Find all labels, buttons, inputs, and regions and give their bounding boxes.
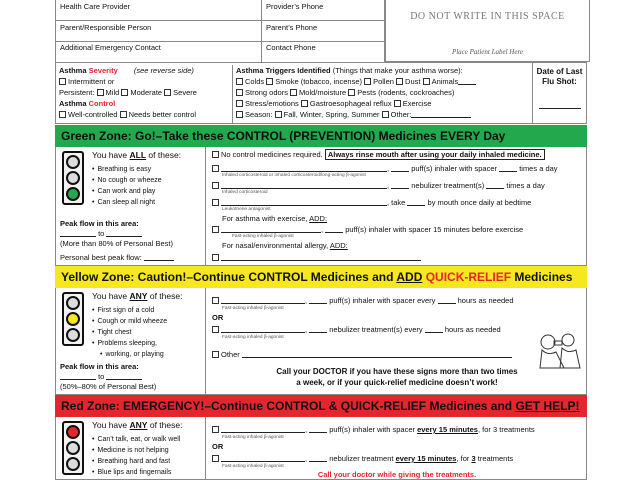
contact-info-grid <box>55 0 385 62</box>
do-not-write-text: DO NOT WRITE IN THIS SPACE <box>410 11 565 22</box>
peak-low-input[interactable] <box>60 372 96 380</box>
list-item: • Breathing is easy <box>92 164 162 175</box>
severity-label: Severity <box>88 66 118 75</box>
yellow-inhaler-checkbox[interactable] <box>212 297 219 304</box>
list-item: • No cough or wheeze <box>92 175 162 186</box>
yellow-symptom-list <box>92 305 167 360</box>
neb-count-input[interactable] <box>391 181 409 189</box>
moderate-checkbox[interactable] <box>121 89 128 96</box>
patient-label-text: Place Patient Label Here <box>451 48 524 56</box>
contact-phone-field[interactable]: Contact Phone <box>266 43 316 52</box>
trigger-checkbox[interactable] <box>394 100 401 107</box>
neb-checkbox[interactable] <box>212 182 219 189</box>
trigger-checkbox[interactable] <box>236 78 243 85</box>
mild-checkbox[interactable] <box>97 89 104 96</box>
personal-best-input[interactable] <box>144 253 174 261</box>
health-care-provider-field[interactable]: Health Care Provider <box>56 0 262 21</box>
trigger-checkbox[interactable] <box>348 89 355 96</box>
yellow-zone-body <box>55 288 587 395</box>
green-zone-header: Green Zone: Go!–Take these CONTROL (PREVENTION) Medicines EVERY Day <box>55 125 587 147</box>
exercise-medicine-input[interactable] <box>221 225 321 233</box>
patient-label-area <box>385 0 590 62</box>
red-inhaler-input[interactable] <box>221 425 305 433</box>
season-checkbox[interactable] <box>275 111 282 118</box>
traffic-light-icon <box>62 421 84 475</box>
animals-input[interactable] <box>458 77 476 85</box>
peak-low-input[interactable] <box>60 229 96 237</box>
parents-phone-field[interactable]: Parent’s Phone <box>262 21 386 42</box>
red-symptoms: You have ANY of these: • Can’t talk, eat, or walk well • Medicine is not helping • Breathing hard and fast • Blue lips and fingernails <box>56 417 206 479</box>
yellow-neb-count-input[interactable] <box>309 325 327 333</box>
leuko-dose-input[interactable] <box>407 198 425 206</box>
trigger-checkbox[interactable] <box>266 78 273 85</box>
list-item: • Can’t talk, eat, or walk well <box>92 434 180 445</box>
ics-checkbox[interactable] <box>212 165 219 172</box>
red-medicines: , puff(s) inhaler with spacer every 15 minutes, for 3 treatments Fast-acting inhaled β-agonist OR , nebulizer treatment every 15 minutes, for 3 treatments Fast-acting inhaled β-agonist Call your doctor while giving the treatments. <box>212 425 535 479</box>
list-item: • Breathing hard and fast <box>92 456 180 467</box>
leuko-checkbox[interactable] <box>212 199 219 206</box>
red-neb-count-input[interactable] <box>309 454 327 462</box>
red-neb-input[interactable] <box>221 454 305 462</box>
exercise-checkbox[interactable] <box>212 226 219 233</box>
red-puffs-input[interactable] <box>309 425 327 433</box>
yellow-inhaler-input[interactable] <box>221 296 305 304</box>
ics-puffs-input[interactable] <box>391 164 409 172</box>
trigger-checkbox[interactable] <box>364 78 371 85</box>
flu-shot-field[interactable]: Date of Last Flu Shot: <box>532 63 586 123</box>
traffic-light-icon <box>62 292 84 346</box>
yellow-other-checkbox[interactable] <box>212 351 219 358</box>
other-checkbox[interactable] <box>382 111 389 118</box>
trigger-checkbox[interactable] <box>423 78 430 85</box>
list-item: • Problems sleeping, <box>92 338 167 349</box>
list-item: • Tight chest <box>92 327 167 338</box>
neb-medicine-input[interactable] <box>221 181 387 189</box>
peak-high-input[interactable] <box>106 372 142 380</box>
list-item: • Can sleep all night <box>92 197 162 208</box>
ics-times-input[interactable] <box>499 164 517 172</box>
ics-medicine-input[interactable] <box>221 164 387 172</box>
green-symptom-list <box>92 164 162 208</box>
yellow-zone-header: Yellow Zone: Caution!–Continue CONTROL Medicines and ADD QUICK-RELIEF Medicines <box>55 266 587 288</box>
green-zone-body <box>55 147 587 266</box>
traffic-light-icon <box>62 151 84 205</box>
green-medicines: No control medicines required. Always rinse mouth after using your daily inhaled medicine. , puff(s) inhaler with spacer times a day Inhaled corticosteroid or inhaled corticosteroid/long-acting β-agonist , nebulizer treatment(s) times a day Inhaled corticosteroid , take by mouth once daily at bedtime Leukotriene antagonist For asthma with exercise, ADD: , puff(s) inhaler with spacer 15 minutes before exercise Fast-acting inhaled β-agonist For nasal/environmental allergy, ADD: <box>208 147 586 265</box>
list-item: • First sign of a cold <box>92 305 167 316</box>
allergy-medicine-input[interactable] <box>221 253 421 261</box>
other-trigger-input[interactable] <box>411 110 471 118</box>
trigger-checkbox[interactable] <box>236 111 243 118</box>
list-item: • Cough or mild wheeze <box>92 316 167 327</box>
parent-field[interactable]: Parent/Responsible Person <box>56 21 262 42</box>
control-label: Control <box>88 99 116 108</box>
triggers-block: Asthma Triggers Identified (Things that make your asthma worse): Colds Smoke (tobacco, incense) Pollen Dust Animals Strong odors Mold/moisture Pests (rodents, cockroaches) Stress/emotions Gastroesophageal reflux Exercise Season: Fall, Winter, Spring, Summer Other: <box>232 65 532 123</box>
yellow-symptoms: You have ANY of these: • First sign of a cold • Cough or mild wheeze • Tight chest • Problems sleeping, • working, or playing Peak flow in this area: to (50%–80% of Personal Best) <box>56 288 206 394</box>
yellow-other-input[interactable] <box>242 350 512 358</box>
yellow-neb-input[interactable] <box>221 325 305 333</box>
neb-times-input[interactable] <box>486 181 504 189</box>
severity-triggers-section <box>55 62 587 124</box>
trigger-checkbox[interactable] <box>396 78 403 85</box>
trigger-checkbox[interactable] <box>236 100 243 107</box>
yellow-medicines: , puff(s) inhaler with spacer every hours as needed Fast-acting inhaled β-agonist OR , nebulizer treatment(s) every hours as needed Fast-acting inhaled β-agonist Other Call your DOCTOR if you have these signs more than two times a week, or if your quick-relief medicine doesn’t work! <box>208 288 586 394</box>
leuko-medicine-input[interactable] <box>221 198 387 206</box>
yellow-hours-input[interactable] <box>438 296 456 304</box>
yellow-puffs-input[interactable] <box>309 296 327 304</box>
list-item: • Medicine is not helping <box>92 445 180 456</box>
allergy-checkbox[interactable] <box>212 254 219 261</box>
providers-phone-field[interactable]: Provider’s Phone <box>262 0 386 21</box>
additional-contact-field[interactable]: Additional Emergency Contact <box>56 41 262 62</box>
trigger-checkbox[interactable] <box>301 100 308 107</box>
list-item: • working, or playing <box>92 349 167 360</box>
red-zone-header: Red Zone: EMERGENCY!–Continue CONTROL & QUICK-RELIEF Medicines and GET HELP! <box>55 395 587 417</box>
no-control-checkbox[interactable] <box>212 151 219 158</box>
red-neb-checkbox[interactable] <box>212 455 219 462</box>
child-inhaler-illustration <box>534 328 582 374</box>
trigger-checkbox[interactable] <box>236 89 243 96</box>
red-zone-body <box>55 417 587 480</box>
well-controlled-checkbox[interactable] <box>59 111 66 118</box>
list-item: • Blue lips and fingernails <box>92 467 180 478</box>
yellow-neb-hours-input[interactable] <box>425 325 443 333</box>
green-symptoms: You have ALL of these: • Breathing is easy • No cough or wheeze • Can work and play • Can sleep all night Peak flow in this area: to (More than 80% of Personal Best) Personal best peak flow: <box>56 147 206 265</box>
yellow-neb-checkbox[interactable] <box>212 326 219 333</box>
severe-checkbox[interactable] <box>164 89 171 96</box>
list-item: • Can work and play <box>92 186 162 197</box>
red-inhaler-checkbox[interactable] <box>212 426 219 433</box>
needs-better-checkbox[interactable] <box>120 111 127 118</box>
yellow-peak-flow: Peak flow in this area: to (50%–80% of Personal Best) <box>60 362 157 391</box>
exercise-puffs-input[interactable] <box>325 225 343 233</box>
intermittent-checkbox[interactable] <box>59 78 66 85</box>
green-peak-flow: Peak flow in this area: to (More than 80% of Personal Best) Personal best peak flow: <box>60 219 173 262</box>
peak-high-input[interactable] <box>106 229 142 237</box>
red-symptom-list <box>92 434 180 478</box>
severity-block: Asthma Severity (see reverse side) Intermittent or Persistent: Mild Moderate Severe Asthma Control Well-controlled Needs better control <box>59 66 197 119</box>
trigger-checkbox[interactable] <box>290 89 297 96</box>
